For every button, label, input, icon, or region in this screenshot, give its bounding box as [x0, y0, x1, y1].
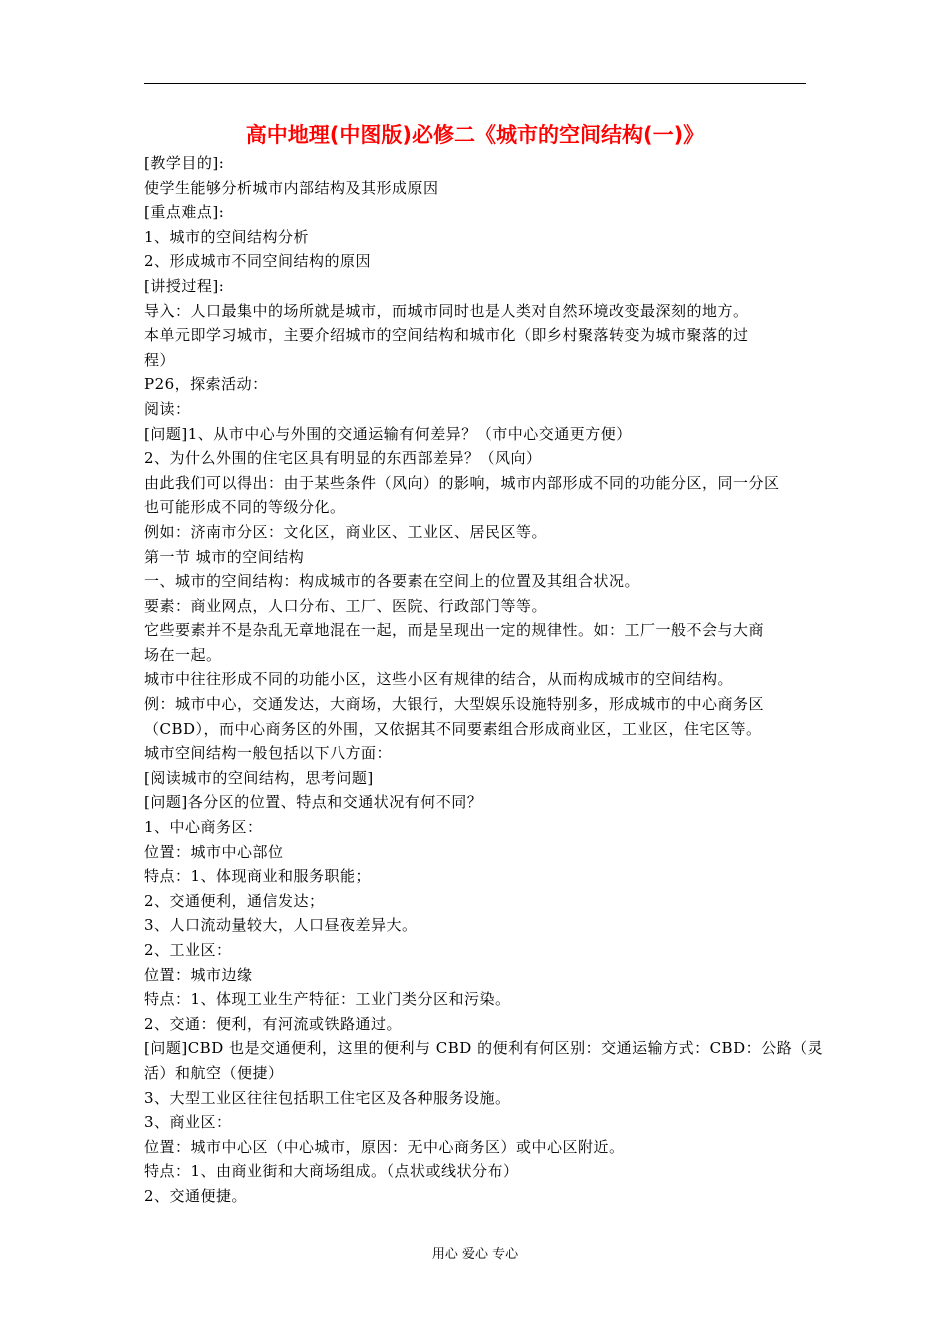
text-line: 本单元即学习城市，主要介绍城市的空间结构和城市化（即乡村聚落转变为城市聚落的过 — [144, 326, 749, 345]
text-line: 城市中往往形成不同的功能小区，这些小区有规律的结合，从而构成城市的空间结构。 — [144, 670, 734, 689]
text-line: [教学目的]: — [144, 154, 225, 172]
text-line: 2、交通：便利，有河流或铁路通过。 — [144, 1014, 403, 1033]
text-line: 1、城市的空间结构分析 — [144, 227, 310, 246]
document-title: 高中地理(中图版)必修二《城市的空间结构(一)》 — [245, 123, 705, 147]
text-line: [重点难点]: — [144, 203, 225, 222]
text-line: 导入：人口最集中的场所就是城市，而城市同时也是人类对自然环境改变最深刻的地方。 — [144, 301, 749, 320]
text-line: 一、城市的空间结构：构成城市的各要素在空间上的位置及其组合状况。 — [144, 572, 641, 591]
text-line: 特点：1、体现商业和服务职能； — [144, 867, 372, 886]
text-line: [问题]1、从市中心与外围的交通运输有何差异？（市中心交通更方便） — [144, 424, 632, 443]
text-line: （CBD），而中心商务区的外围，又依据其不同要素组合形成商业区，工业区，住宅区等。 — [144, 719, 762, 738]
text-line: 位置：城市中心区（中心城市，原因：无中心商务区）或中心区附近。 — [144, 1137, 625, 1156]
text-line: 特点：1、由商业街和大商场组成。（点状或线状分布） — [144, 1162, 519, 1181]
text-line: 它些要素并不是杂乱无章地混在一起，而是呈现出一定的规律性。如：工厂一般不会与大商 — [144, 621, 765, 640]
text-line: 3、商业区： — [144, 1113, 232, 1132]
document-body — [144, 151, 824, 1209]
text-line: 例：城市中心，交通发达，大商场，大银行，大型娱乐设施特别多，形成城市的中心商务区 — [144, 695, 765, 714]
text-line: [阅读城市的空间结构，思考问题] — [144, 768, 374, 787]
text-line: 位置：城市边缘 — [144, 965, 253, 984]
text-line: 由此我们可以得出：由于某些条件（风向）的影响，城市内部形成不同的功能分区，同一分区 — [144, 473, 780, 492]
text-line: 2、交通便利，通信发达； — [144, 891, 325, 910]
text-line: 要素：商业网点，人口分布、工厂、医院、行政部门等等。 — [144, 596, 548, 615]
text-line: 程） — [144, 350, 176, 369]
text-line: 2、交通便捷。 — [144, 1186, 248, 1205]
text-line: P26，探索活动： — [144, 375, 268, 394]
text-line: [讲授过程]: — [144, 276, 225, 295]
text-line: 第一节 城市的空间结构 — [144, 547, 305, 566]
text-line: 2、工业区： — [144, 941, 232, 959]
text-line: 城市空间结构一般包括以下八方面： — [144, 744, 393, 763]
text-line: 场在一起。 — [144, 645, 222, 664]
text-line: 1、中心商务区： — [144, 818, 263, 837]
text-line: 位置：城市中心部位 — [144, 842, 284, 861]
text-line: 2、形成城市不同空间结构的原因 — [144, 252, 372, 271]
text-line: 例如：济南市分区：文化区，商业区、工业区、居民区等。 — [144, 522, 548, 541]
text-line: 特点：1、体现工业生产特征：工业门类分区和污染。 — [144, 990, 511, 1009]
page-footer: 用心 爱心 专心 — [431, 1247, 519, 1262]
text-line: 也可能形成不同的等级分化。 — [144, 498, 346, 517]
text-line: 活）和航空（便捷） — [144, 1063, 284, 1082]
text-line: [问题]CBD 也是交通便利，这里的便利与 CBD 的便利有何区别：交通运输方式：CBD：公路（灵 — [144, 1039, 824, 1058]
text-line: 阅读： — [144, 399, 191, 418]
text-line: 2、为什么外围的住宅区具有明显的东西部差异？（风向） — [144, 449, 542, 468]
header-rule — [144, 83, 806, 84]
text-line: 3、人口流动量较大，人口昼夜差异大。 — [144, 916, 418, 935]
text-line: 使学生能够分析城市内部结构及其形成原因 — [144, 178, 439, 197]
text-line: 3、大型工业区往往包括职工住宅区及各种服务设施。 — [144, 1088, 511, 1107]
text-line: [问题]各分区的位置、特点和交通状况有何不同？ — [144, 793, 483, 812]
